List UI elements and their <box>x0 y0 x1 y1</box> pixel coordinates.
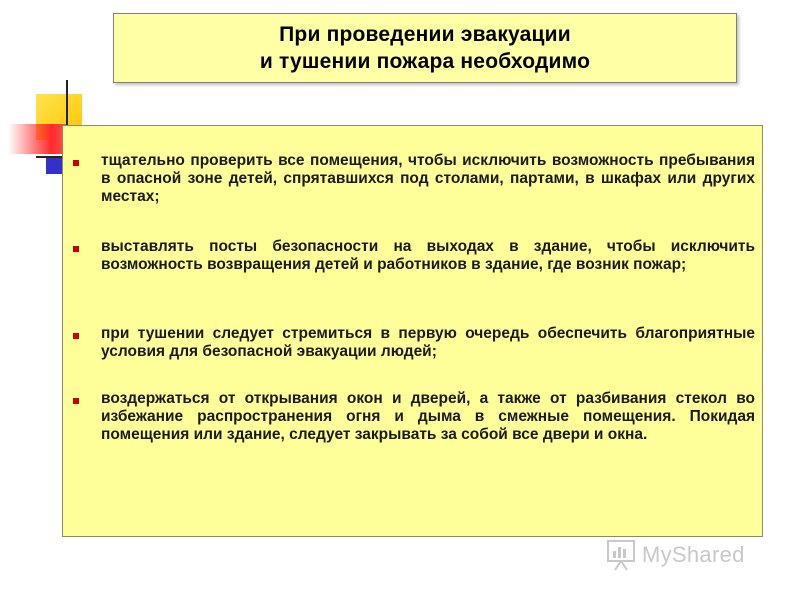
watermark-text: MyShared <box>642 542 745 567</box>
square-bullet-icon <box>73 398 79 404</box>
square-bullet-icon <box>73 246 79 252</box>
title-line-1: При проведении эвакуации <box>279 23 571 46</box>
title-box <box>113 13 737 83</box>
watermark <box>606 535 771 575</box>
title-line-2: и тушении пожара необходимо <box>259 50 591 73</box>
red-bar-decoration <box>8 124 70 154</box>
bullet-text: выставлять посты безопасности на выходах в здание, чтобы исключить возможность возвращения детей и работников в здание, где возник пожар; <box>101 238 755 273</box>
square-bullet-icon <box>73 160 79 166</box>
bullet-text: при тушении следует стремиться в первую очередь обеспечить благоприятные условия для безопасной эвакуации людей; <box>101 325 755 360</box>
presentation-chart-icon <box>606 538 636 572</box>
bullet-text: тщательно проверить все помещения, чтобы исключить возможность пребывания в опасной зоне детей, спрятавшихся под столами, партами, в шкафах или других местах; <box>101 152 755 205</box>
square-bullet-icon <box>73 333 79 339</box>
content-box <box>62 125 763 537</box>
bullet-text: воздержаться от открывания окон и дверей, а также от разбивания стекол во избежание распространения огня и дыма в смежные помещения. Покидая помещения или здание, следует закрывать за собой все двери и окна. <box>101 390 755 443</box>
